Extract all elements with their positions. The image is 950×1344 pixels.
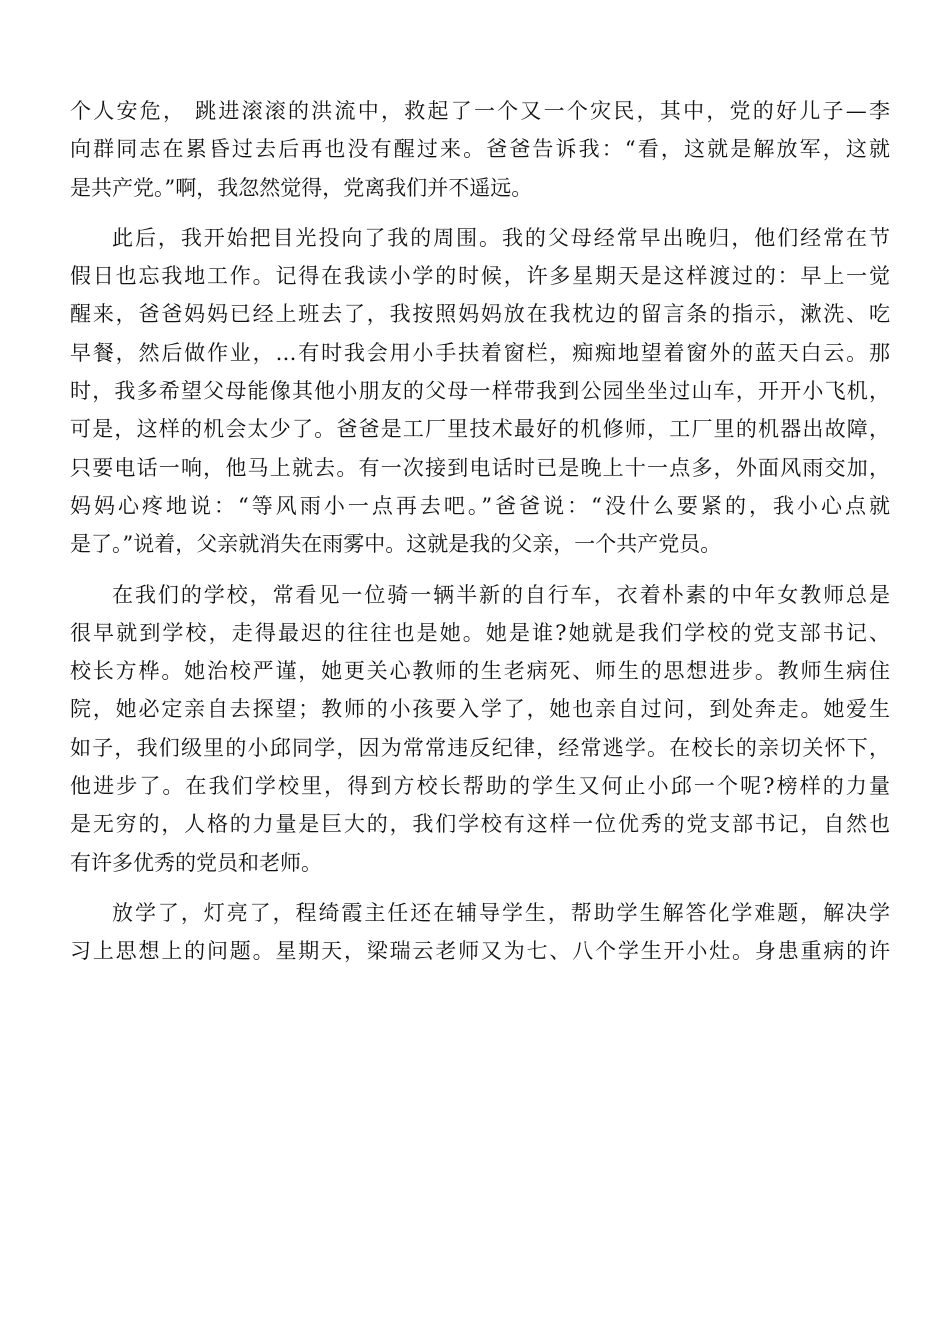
text-line: 个人安危， 跳进滚滚的洪流中，救起了一个又一个灾民，其中，党的好儿子—李	[70, 99, 890, 123]
text-line: 是了。”说着，父亲就消失在雨雾中。这就是我的父亲，一个共产党员。	[70, 532, 722, 557]
text-line: 早餐，然后做作业，…有时我会用小手扶着窗栏，痴痴地望着窗外的蓝天白云。那	[70, 340, 890, 365]
text-line: 放学了，灯亮了，程绮霞主任还在辅导学生，帮助学生解答化学难题，解决学	[112, 900, 890, 925]
text-line: 校长方桦。她治校严谨，她更关心教师的生老病死、师生的思想进步。教师生病住	[70, 659, 890, 684]
text-line: 在我们的学校，常看见一位骑一辆半新的自行车，衣着朴素的中年女教师总是	[112, 582, 890, 607]
paragraph-3	[70, 576, 890, 882]
paragraph-2	[70, 219, 890, 564]
text-line: 习上思想上的问题。星期天，梁瑞云老师又为七、八个学生开小灶。身患重病的许	[70, 939, 890, 964]
text-line: 他进步了。在我们学校里，得到方校长帮助的学生又何止小邱一个呢?榜样的力量	[70, 774, 890, 799]
text-line: 可是，这样的机会太少了。爸爸是工厂里技术最好的机修师，工厂里的机器出故障，	[70, 417, 890, 442]
text-line: 向群同志在累昏过去后再也没有醒过来。爸爸告诉我：“看，这就是解放军，这就	[70, 137, 890, 162]
text-line: 是无穷的，人格的力量是巨大的，我们学校有这样一位优秀的党支部书记，自然也	[70, 812, 890, 837]
text-line: 时，我多希望父母能像其他小朋友的父母一样带我到公园坐坐过山车，开开小飞机，	[70, 379, 890, 404]
text-line: 假日也忘我地工作。记得在我读小学的时候，许多星期天是这样渡过的：早上一觉	[70, 264, 890, 289]
text-line: 如子，我们级里的小邱同学，因为常常违反纪律，经常逃学。在校长的亲切关怀下，	[70, 735, 890, 760]
body-text	[70, 92, 890, 983]
text-line: 院，她必定亲自去探望；教师的小孩要入学了，她也亲自过问，到处奔走。她爱生	[70, 697, 890, 722]
paragraph-4	[70, 894, 890, 971]
text-line: 是共产党。”啊，我忽然觉得，党离我们并不遥远。	[70, 175, 533, 200]
text-line: 很早就到学校，走得最迟的往往也是她。她是谁?她就是我们学校的党支部书记、	[70, 620, 890, 645]
text-line: 有许多优秀的党员和老师。	[70, 850, 322, 875]
paragraph-1	[70, 92, 890, 207]
text-line: 只要电话一响，他马上就去。有一次接到电话时已是晚上十一点多，外面风雨交加，	[70, 455, 890, 480]
text-line: 醒来，爸爸妈妈已经上班去了，我按照妈妈放在我枕边的留言条的指示，漱洗、吃	[70, 302, 890, 327]
text-line: 此后，我开始把目光投向了我的周围。我的父母经常早出晚归，他们经常在节	[112, 225, 890, 250]
text-line: 妈妈心疼地说：“等风雨小一点再去吧。”爸爸说：“没什么要紧的，我小心点就	[70, 493, 890, 518]
